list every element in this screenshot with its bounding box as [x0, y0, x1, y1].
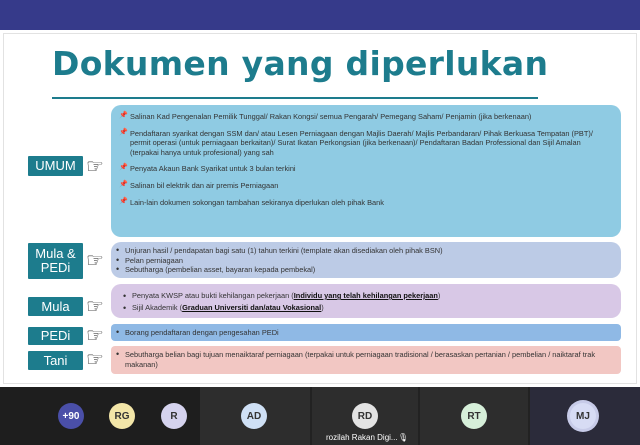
shared-slide	[0, 30, 640, 387]
speaker-name-label: rozilah Rakan Digi...	[326, 433, 398, 442]
avatar: MJ	[570, 403, 596, 429]
meeting-top-bar	[0, 0, 640, 30]
pointing-hand-icon: ☞	[86, 349, 104, 371]
pointing-hand-icon: ☞	[86, 250, 104, 272]
list-item: • Sebutharga (pembelian asset, bayaran kepada pembekal)	[116, 265, 611, 275]
avatar: AD	[241, 403, 267, 429]
panel-pedi	[111, 324, 621, 341]
list-item: 📌 Salinan bil elektrik dan air premis Perniagaan	[119, 181, 611, 191]
list-item: • Sijil Akademik (Graduan Universiti dan/atau Vokasional)	[123, 302, 611, 314]
bold-underlined-text: Individu yang telah kehilangan pekerjaan	[293, 291, 438, 300]
list-item: • Borang pendaftaran dengan pengesahan PEDi	[116, 328, 611, 338]
more-participants-avatar[interactable]: +90	[58, 403, 84, 429]
list-item: • Sebutharga belian bagi tujuan menaiktaraf perniagaan (terpakai untuk perniagaan tradisional / berasaskan pertanian / pembelian / naiktaraf trak makanan)	[116, 350, 611, 369]
avatar: RD	[352, 403, 378, 429]
list-item: 📌 Penyata Akaun Bank Syarikat untuk 3 bulan terkini	[119, 164, 611, 174]
panel-tani	[111, 346, 621, 374]
list-item: • Unjuran hasil / pendapatan bagi satu (1) tahun terkini (template akan disediakan oleh pihak BSN)	[116, 246, 611, 256]
panel-mula	[111, 284, 621, 318]
label-pedi: PEDi	[28, 327, 83, 345]
panel-mula-pedi	[111, 242, 621, 278]
pointing-hand-icon: ☞	[86, 296, 104, 318]
avatar: R	[161, 403, 187, 429]
slide-title: Dokumen yang diperlukan	[52, 44, 549, 83]
participant-strip	[0, 387, 640, 445]
avatar: RT	[461, 403, 487, 429]
avatar: RG	[109, 403, 135, 429]
bold-underlined-text: Graduan Universiti dan/atau Vokasional	[182, 303, 322, 312]
list-item: • Pelan perniagaan	[116, 256, 611, 266]
label-mula: Mula	[28, 297, 83, 316]
list-item: 📌 Salinan Kad Pengenalan Pemilik Tunggal/ Rakan Kongsi/ semua Pengarah/ Pemegang Saham/ Penjamin (jika berkenaan)	[119, 112, 611, 122]
label-mula-pedi: Mula & PEDi	[28, 243, 83, 279]
pointing-hand-icon: ☞	[86, 325, 104, 347]
label-tani: Tani	[28, 351, 83, 370]
panel-umum	[111, 105, 621, 237]
list-item: • Penyata KWSP atau bukti kehilangan pekerjaan (Individu yang telah kehilangan pekerjaan)	[123, 290, 611, 302]
list-item: 📌 Pendaftaran syarikat dengan SSM dan/ atau Lesen Perniagaan dengan Majlis Daerah/ Majlis Perbandaran/ Pihak Berkuasa Tempatan (PBT)/ permit operasi (untuk perniagaan berkaitan)/ Surat Ikatan Perkongsian (jika berkenaan)/ Pendaftaran Badan Professional dan Sijil Amalan (terpakai hanya untuk profesional) yang sah	[119, 129, 611, 158]
list-item: 📌 Lain-lain dokumen sokongan tambahan sekiranya diperlukan oleh pihak Bank	[119, 198, 611, 208]
label-umum: UMUM	[28, 156, 83, 176]
title-underline	[52, 97, 538, 99]
pointing-hand-icon: ☞	[86, 156, 104, 178]
mic-muted-icon: 🎙	[398, 433, 409, 442]
